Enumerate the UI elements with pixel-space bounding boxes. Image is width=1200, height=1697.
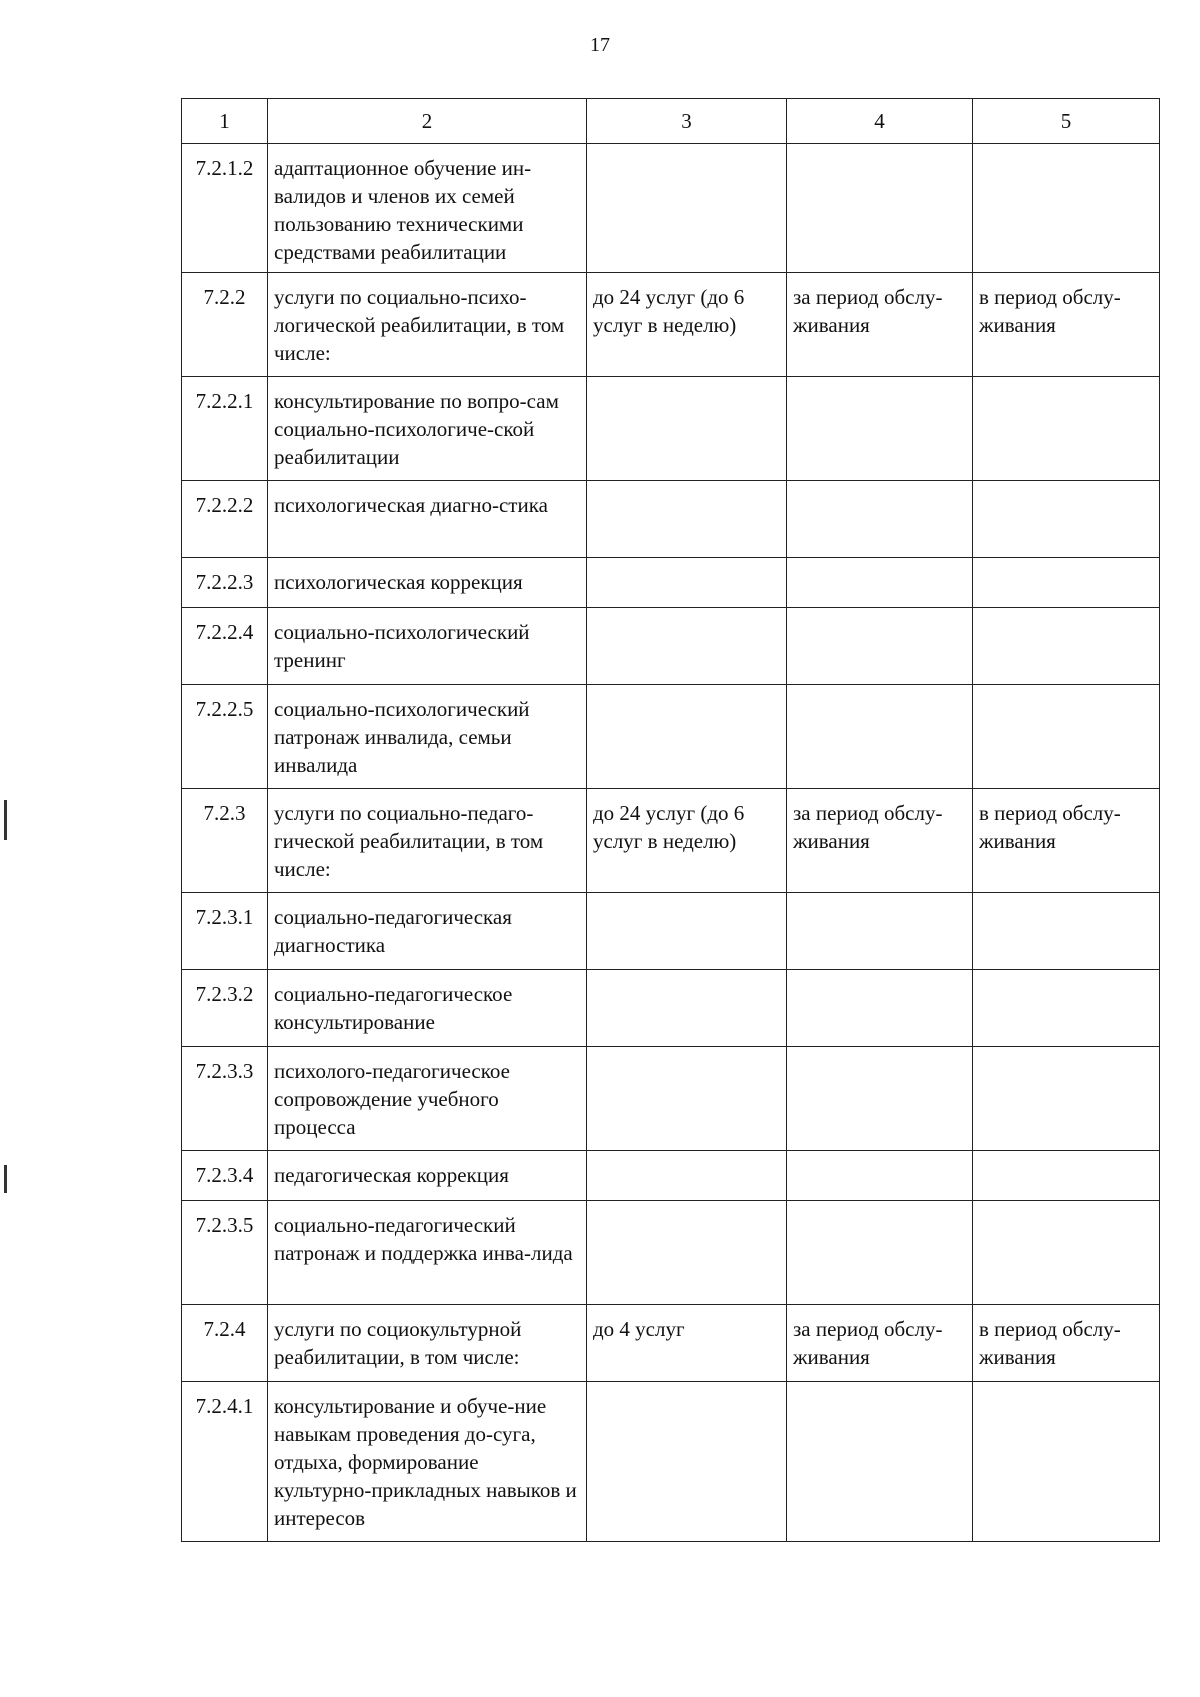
item-description: услуги по социокультурной реабилитации, в том числе: bbox=[268, 1305, 587, 1382]
item-period bbox=[787, 1382, 973, 1542]
column-header-2: 2 bbox=[268, 99, 587, 144]
item-description: социально-психологический тренинг bbox=[268, 608, 587, 685]
item-period bbox=[787, 1151, 973, 1201]
item-quantity bbox=[587, 377, 787, 481]
table-row bbox=[182, 1382, 1160, 1542]
item-provision-time bbox=[973, 1201, 1160, 1305]
item-quantity: до 24 услуг (до 6 услуг в неделю) bbox=[587, 789, 787, 893]
item-number: 7.2.2.1 bbox=[182, 377, 268, 481]
item-provision-time bbox=[973, 608, 1160, 685]
item-description: услуги по социально-педаго-гической реабилитации, в том числе: bbox=[268, 789, 587, 893]
item-period: за период обслу-живания bbox=[787, 789, 973, 893]
item-period bbox=[787, 1201, 973, 1305]
item-number: 7.2.2 bbox=[182, 273, 268, 377]
table-row bbox=[182, 685, 1160, 789]
item-number: 7.2.3.5 bbox=[182, 1201, 268, 1305]
table-row bbox=[182, 1201, 1160, 1305]
item-quantity bbox=[587, 970, 787, 1047]
item-description: консультирование и обуче-ние навыкам проведения до-суга, отдыха, формирование культурно-прикладных навыков и интересов bbox=[268, 1382, 587, 1542]
table-row bbox=[182, 789, 1160, 893]
item-number: 7.2.1.2 bbox=[182, 144, 268, 273]
item-provision-time: в период обслу-живания bbox=[973, 1305, 1160, 1382]
item-provision-time bbox=[973, 1382, 1160, 1542]
item-number: 7.2.2.2 bbox=[182, 481, 268, 558]
table-row bbox=[182, 1047, 1160, 1151]
header-row bbox=[182, 99, 1160, 144]
item-number: 7.2.3.3 bbox=[182, 1047, 268, 1151]
table-row bbox=[182, 1305, 1160, 1382]
table-row bbox=[182, 273, 1160, 377]
item-quantity bbox=[587, 1047, 787, 1151]
item-provision-time bbox=[973, 144, 1160, 273]
table-row bbox=[182, 481, 1160, 558]
item-period bbox=[787, 144, 973, 273]
item-provision-time: в период обслу-живания bbox=[973, 789, 1160, 893]
item-quantity bbox=[587, 144, 787, 273]
item-description: услуги по социально-психо-логической реабилитации, в том числе: bbox=[268, 273, 587, 377]
column-header-1: 1 bbox=[182, 99, 268, 144]
item-provision-time bbox=[973, 1047, 1160, 1151]
item-provision-time bbox=[973, 685, 1160, 789]
item-number: 7.2.4 bbox=[182, 1305, 268, 1382]
item-description: социально-педагогическое консультирование bbox=[268, 970, 587, 1047]
table-row bbox=[182, 608, 1160, 685]
item-provision-time bbox=[973, 970, 1160, 1047]
item-description: социально-психологический патронаж инвалида, семьи инвалида bbox=[268, 685, 587, 789]
item-period bbox=[787, 970, 973, 1047]
column-header-5: 5 bbox=[973, 99, 1160, 144]
scan-edge-mark bbox=[4, 1165, 7, 1193]
item-quantity bbox=[587, 481, 787, 558]
item-description: психологическая диагно-стика bbox=[268, 481, 587, 558]
item-description: социально-педагогическая диагностика bbox=[268, 893, 587, 970]
item-description: социально-педагогический патронаж и поддержка инва-лида bbox=[268, 1201, 587, 1305]
item-number: 7.2.2.4 bbox=[182, 608, 268, 685]
item-description: психолого-педагогическое сопровождение учебного процесса bbox=[268, 1047, 587, 1151]
table-row bbox=[182, 558, 1160, 608]
item-description: адаптационное обучение ин-валидов и членов их семей пользованию техническими средствами реабилитации bbox=[268, 144, 587, 273]
item-period bbox=[787, 481, 973, 558]
item-quantity bbox=[587, 608, 787, 685]
table-row bbox=[182, 1151, 1160, 1201]
item-period bbox=[787, 685, 973, 789]
item-period bbox=[787, 377, 973, 481]
table-row bbox=[182, 144, 1160, 273]
item-period: за период обслу-живания bbox=[787, 1305, 973, 1382]
item-provision-time bbox=[973, 558, 1160, 608]
item-number: 7.2.4.1 bbox=[182, 1382, 268, 1542]
item-number: 7.2.3.2 bbox=[182, 970, 268, 1047]
item-provision-time bbox=[973, 481, 1160, 558]
item-number: 7.2.2.5 bbox=[182, 685, 268, 789]
table-row bbox=[182, 970, 1160, 1047]
item-quantity bbox=[587, 558, 787, 608]
item-description: педагогическая коррекция bbox=[268, 1151, 587, 1201]
column-header-3: 3 bbox=[587, 99, 787, 144]
item-quantity bbox=[587, 1151, 787, 1201]
item-description: психологическая коррекция bbox=[268, 558, 587, 608]
item-quantity bbox=[587, 1201, 787, 1305]
item-number: 7.2.3.1 bbox=[182, 893, 268, 970]
item-quantity bbox=[587, 685, 787, 789]
table-row bbox=[182, 893, 1160, 970]
item-period bbox=[787, 1047, 973, 1151]
item-quantity: до 24 услуг (до 6 услуг в неделю) bbox=[587, 273, 787, 377]
item-period bbox=[787, 608, 973, 685]
item-quantity bbox=[587, 1382, 787, 1542]
item-provision-time bbox=[973, 377, 1160, 481]
item-period bbox=[787, 893, 973, 970]
page-number: 17 bbox=[590, 34, 610, 56]
item-number: 7.2.3.4 bbox=[182, 1151, 268, 1201]
item-number: 7.2.3 bbox=[182, 789, 268, 893]
scan-edge-mark bbox=[4, 800, 7, 840]
column-header-4: 4 bbox=[787, 99, 973, 144]
item-provision-time bbox=[973, 893, 1160, 970]
item-quantity bbox=[587, 893, 787, 970]
item-description: консультирование по вопро-сам социально-психологиче-ской реабилитации bbox=[268, 377, 587, 481]
item-provision-time bbox=[973, 1151, 1160, 1201]
table-row bbox=[182, 377, 1160, 481]
item-quantity: до 4 услуг bbox=[587, 1305, 787, 1382]
item-number: 7.2.2.3 bbox=[182, 558, 268, 608]
services-table bbox=[181, 98, 1160, 1542]
item-period: за период обслу-живания bbox=[787, 273, 973, 377]
item-provision-time: в период обслу-живания bbox=[973, 273, 1160, 377]
item-period bbox=[787, 558, 973, 608]
